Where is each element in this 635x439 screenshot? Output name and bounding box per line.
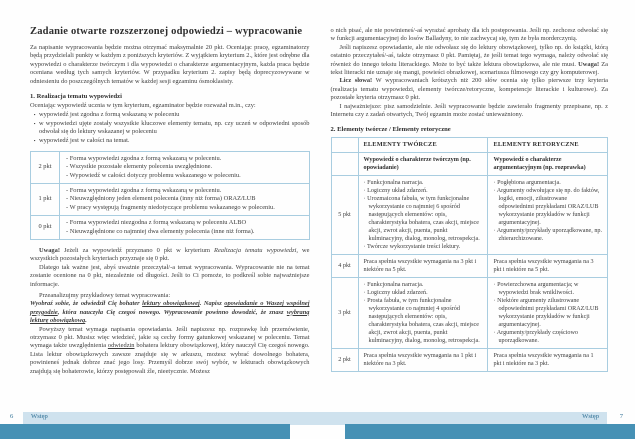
list-item	[30, 120, 310, 137]
licz-slowa-paragraph	[331, 77, 609, 102]
column-header: ELEMENTY TWÓRCZE	[358, 138, 488, 153]
list-item	[30, 111, 310, 119]
column-subheader: Wypowiedź o charakterze twórczym (np. opowiadanie)	[358, 153, 488, 176]
criteria-item: · Funkcjonalna narracja.	[364, 179, 483, 187]
example-text: Wyobraź sobie, że odwiedził Cię bohater	[30, 300, 143, 308]
note-prefix: Uwaga!	[39, 247, 60, 255]
criteria-item: · Niektóre argumenty zilustrowane odpowiednimi przykładami ORAZ/LUB wykorzystanie przykładów w funkcji argumentacyjnej.	[493, 297, 602, 329]
example-intro: Przeanalizujmy przykładowy temat wypracowania:	[39, 291, 171, 299]
criteria-item: · Twórcze wykorzystanie treści lektury.	[364, 243, 483, 251]
score-cell: 0 pkt	[31, 216, 60, 240]
note-text: , we wszystkich pozostałych kryteriach przyznaje się 0 pkt.	[30, 247, 310, 263]
score-cell: 2 pkt	[331, 349, 358, 372]
criteria-item: · Pogłębiona argumentacja.	[493, 179, 602, 187]
example-text: . Napisz	[199, 300, 225, 308]
criteria-cell	[60, 216, 310, 240]
footer-label-left: Wstęp	[31, 413, 48, 420]
lektura-paragraph	[331, 44, 609, 78]
example-underlined: opowiadanie o Waszej wspólnej przygodzie	[30, 300, 310, 316]
criteria-item: - W pracy występują fragmenty niedotyczące problemu wskazanego w poleceniu.	[66, 204, 303, 212]
example-topic	[30, 300, 310, 325]
intro-paragraph: Za napisanie wypracowania będzie można otrzymać maksymalnie 20 pkt. Oceniając pracę, egzaminatorzy będą przydzielali punkty w każdym z poniższych kryteriów. Z wyjątkiem kryterium 2., które jest odrębne dla wypowiedzi o charakterze twórczym i dla wypowiedzi o charakterze argumentacyjnym, każda praca będzie oceniana według tych samych kryteriów. W przypadku kryterium 2. zapisy będą doprecyzowywane w odniesieniu do poszczególnych tematów w każdej sesji egzaminu ósmoklasisty.	[30, 44, 310, 85]
example-underlined: wybraną lekturę obowiązkową	[30, 308, 310, 325]
bullet-text: wypowiedź jest zgodna z formą wskazaną w poleceniu	[39, 111, 180, 119]
bullet-text: wypowiedź jest w całości na temat.	[39, 136, 130, 144]
table-row	[331, 176, 608, 255]
analysis-underlined: odwiedzin	[107, 342, 135, 350]
table-header-row	[331, 138, 608, 153]
example-underlined: lektury obowiązkowej	[142, 300, 200, 308]
paragraph-text: W wypracowaniach krótszych niż 200 słów ocenia się tylko pierwsze trzy kryteria (realizacja tematu wypowiedzi, elementy twórcze/retoryczne, kompetencje literackie i kulturowe). Za pozostałe kryteria otrzymasz 0 pkt.	[330, 77, 608, 102]
samodzielnie-paragraph: I najważniejsze: pisz samodzielnie. Jeśli wypracowanie będzie zawierało fragmenty przepisane, np. z Internetu czy z zadań otwartych, Twój egzamin może zostać unieważniony.	[330, 102, 608, 118]
criteria-cell	[60, 151, 310, 183]
criteria-cell: Praca spełnia wszystkie wymagania na 1 pkt i niektóre na 3 pkt.	[488, 349, 608, 372]
footer-label-right: Wstęp	[582, 413, 599, 420]
table-row	[331, 349, 608, 372]
table-row	[31, 216, 310, 240]
criteria-item: · Funkcjonalna narracja.	[364, 281, 483, 289]
paragraph-text: Jeśli napiszesz opowiadanie, ale nie odwołasz się do lektury obowiązkowej, tylko np. do książki, którą ostatnio przeczytałeś/-aś, także otrzymasz 0 pkt. Pamiętaj, że jeśli temat tego wymaga, należy odwołać się również do innego tekstu literackiego. Może to być także lektura obowiązkowa, ale nie musi.	[330, 43, 608, 68]
criteria-item: - Nieuwzględnione co najmniej dwa elementy polecenia (inne niż forma).	[66, 228, 303, 236]
criteria-cell: Praca spełnia wszystkie wymagania na 3 pkt i niektóre na 5 pkt.	[488, 255, 608, 278]
criteria-item: · Urozmaicona fabuła, w tym funkcjonalne wykorzystanie co najmniej 6 spośród następujących elementów: opis, charakterystyka bohatera, czas akcji, miejsce akcji, zwrot akcji, puenta, punkt kulminacyjny, dialog, monolog, retrospekcja.	[364, 195, 483, 243]
score-cell: 5 pkt	[331, 176, 358, 255]
bullet-text: w wypowiedzi ujęte zostały wszystkie kluczowe elementy tematu, np. czy uczeń w odpowiedni sposób odwołał się do lektury wskazanej w poleceniu	[39, 119, 310, 136]
criteria-item: · Argumenty/przykłady uporządkowane, np. zhierarchizowane.	[493, 227, 602, 243]
criteria-cell: Praca spełnia wszystkie wymagania na 3 pkt i niektóre na 5 pkt.	[358, 255, 488, 278]
bullet-icon: ▪	[33, 137, 36, 143]
criteria-cell	[358, 176, 488, 255]
analysis-text: bohatera lektury obowiązkowej, który nauczył Cię czegoś nowego. Lista lektur obowiązkowych zawsze znajduje się w arkuszu, możesz wybrać dowolnego bohatera, powinieneś jednak dobrze znać jego losy. Przemyśl dobrze swój wybór, w lekturach obowiązkowych znajdują się bohaterowie, którzy postępowali źle, nieetycznie. Możesz	[30, 342, 310, 375]
bottom-band-left	[0, 424, 290, 439]
bullet-icon: ▪	[33, 112, 36, 118]
score-cell: 1 pkt	[31, 184, 60, 216]
uwaga-bold: Uwaga!	[578, 60, 600, 68]
importance-paragraph: Dlatego tak ważne jest, abyś uważnie przeczytał/-a temat wypracowania. Wypracowanie nie na temat zostanie ocenione na 0 pkt, niezależnie od długości. Jeśli to Ci pomoże, to podkreśl sobie najważniejsze informacje.	[30, 263, 310, 288]
page-number-right: 7	[619, 413, 623, 420]
table-row	[31, 151, 310, 183]
page-title: Zadanie otwarte rozszerzonej odpowiedzi – wypracowanie	[30, 26, 303, 37]
criteria-item: - Wypowiedź w całości dotyczy problemu wskazanego w poleceniu.	[66, 172, 303, 180]
criteria-item: - Forma wypowiedzi niezgodna z formą wskazaną w poleceniu ALBO	[66, 219, 303, 227]
analysis-text: Powyższy temat wymaga napisania opowiadania. Jeśli napiszesz np. rozprawkę lub przemówienie, otrzymasz 0 pkt. Musisz więc wiedzieć, jakie są cechy formy gatunkowej wskazanej w poleceniu. Temat wymaga także uwzględnienia	[30, 325, 310, 350]
section2-heading: 2. Elementy twórcze / Elementy retoryczne	[330, 126, 451, 134]
criteria-item: · Argumenty odwołujące się np. do faktów, logiki, emocji, zilustrowane odpowiednimi przykładami ORAZ/LUB wykorzystanie przykładów w funkcji argumentacyjnej.	[493, 187, 602, 227]
criteria-cell	[488, 176, 608, 255]
bullet-icon: ▪	[33, 120, 36, 126]
corner-cell	[331, 153, 358, 176]
criteria-item: - Forma wypowiedzi zgodna z formą wskazaną w poleceniu.	[66, 155, 303, 163]
page-right	[318, 0, 635, 439]
rubric-table	[30, 151, 310, 240]
table-row	[31, 184, 310, 216]
note-paragraph	[30, 247, 310, 264]
example-text: , która nauczyła Cię czegoś nowego. Wypracowanie powinno dowodzić, że znasz	[57, 308, 287, 316]
criteria-cell	[488, 278, 608, 349]
criteria-cell	[60, 184, 310, 216]
analysis-paragraph	[30, 326, 310, 376]
score-cell: 2 pkt	[31, 151, 60, 183]
criteria-item: · Prosta fabuła, w tym funkcjonalne wykorzystanie co najmniej 4 spośród następujących elementów: opis, charakterystyka bohatera, czas akcji, miejsce akcji, zwrot akcji, puenta, punkt kulminacyjny, dialog, monolog, retrospekcja.	[364, 297, 483, 345]
score-cell: 4 pkt	[331, 255, 358, 278]
criteria-item: · Logiczny układ zdarzeń.	[364, 187, 483, 195]
example-text: .	[85, 317, 87, 325]
section1-lead: Oceniając wypowiedź ucznia w tym kryterium, egzaminator będzie rozważał m.in., czy:	[30, 101, 256, 109]
corner-cell	[331, 138, 358, 153]
criteria-cell: Praca spełnia wszystkie wymagania na 1 pkt i niektóre na 3 pkt.	[358, 349, 488, 372]
elements-table	[331, 137, 609, 372]
note-term: Realizacja tematu wypowiedzi	[214, 247, 297, 255]
section1-bullet-list	[30, 111, 310, 145]
criteria-item: · Powierzchowna argumentacja; w wypowiedzi brak wnikliwości.	[493, 281, 602, 297]
criteria-item: - Nieuwzględniony jeden element polecenia (inny niż forma) ORAZ/LUB	[66, 195, 303, 203]
criteria-item: · Argumenty/przykłady częściowo uporządkowane.	[493, 329, 602, 345]
page-number-left: 6	[10, 413, 14, 420]
list-item	[30, 137, 310, 145]
column-header: ELEMENTY RETORYCZNE	[488, 138, 608, 153]
note-text: Jeżeli za wypowiedź przyznano 0 pkt w kryterium	[59, 247, 215, 255]
paragraph-text: Za tekst literacki nie uznaje się mangi, powieści obrazkowej, scenariusza filmowego czy gry komputerowej.	[330, 60, 608, 76]
column-subheader: Wypowiedź o charakterze argumentacyjnym (np. rozprawka)	[488, 153, 608, 176]
licz-slowa-bold: Licz słowa!	[339, 77, 373, 85]
table-subheader-row	[331, 153, 608, 176]
criteria-item: · Logiczny układ zdarzeń.	[364, 289, 483, 297]
score-cell: 3 pkt	[331, 278, 358, 349]
table-row	[331, 255, 608, 278]
criteria-item: - Forma wypowiedzi zgodna z formą wskazaną w poleceniu.	[66, 187, 303, 195]
bottom-band-right	[345, 424, 635, 439]
continuation-paragraph: o nich pisać, ale nie powinieneś/-aś wyrażać aprobaty dla ich postępowania. Jeśli np. zechcesz odwołać się w funkcji argumentacyjnej do losów Balladyny, to nie zachwycaj się, tym że była morderczynią.	[330, 27, 608, 43]
section1-heading: 1. Realizacja tematu wypowiedzi	[30, 92, 122, 100]
criteria-item: - Wszystkie pozostałe elementy polecenia uwzględnione.	[66, 163, 303, 171]
table-row	[331, 278, 608, 349]
criteria-cell	[358, 278, 488, 349]
